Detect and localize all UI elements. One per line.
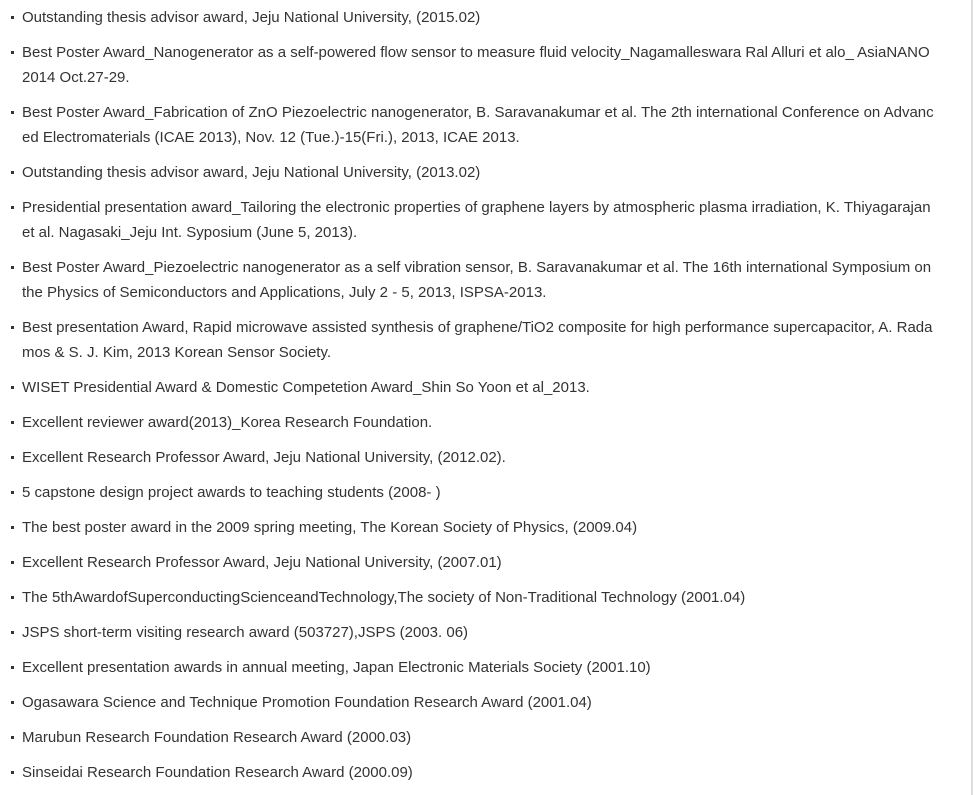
award-item bbox=[0, 515, 935, 540]
bullet-icon bbox=[11, 701, 14, 704]
bullet-icon bbox=[11, 421, 14, 424]
bullet-icon bbox=[11, 386, 14, 389]
award-item bbox=[0, 100, 935, 150]
award-text: Ogasawara Science and Technique Promotion Foundation Research Award (2001.04) bbox=[22, 694, 592, 711]
award-text: The best poster award in the 2009 spring meeting, The Korean Society of Physics, (2009.04) bbox=[22, 519, 638, 536]
award-text: Excellent presentation awards in annual meeting, Japan Electronic Materials Society (2001.10) bbox=[22, 659, 651, 676]
bullet-icon bbox=[11, 326, 14, 329]
award-text: JSPS short-term visiting research award (503727),JSPS (2003. 06) bbox=[22, 624, 469, 641]
award-text: Presidential presentation award_Tailoring the electronic properties of graphene layers by atmospheric plasma irradiation, K. Thiyagarajan et al. Nagasaki_Jeju Int. Syposium (June 5, 2013). bbox=[22, 199, 931, 241]
award-item bbox=[0, 690, 935, 715]
award-item bbox=[0, 195, 935, 245]
bullet-icon bbox=[11, 171, 14, 174]
bullet-icon bbox=[11, 491, 14, 494]
bullet-icon bbox=[11, 596, 14, 599]
award-item bbox=[0, 315, 935, 365]
bullet-icon bbox=[11, 16, 14, 19]
bullet-icon bbox=[11, 51, 14, 54]
award-text: Excellent Research Professor Award, Jeju National University, (2007.01) bbox=[22, 554, 502, 571]
award-item bbox=[0, 550, 935, 575]
award-text: Best Poster Award_Nanogenerator as a self-powered flow sensor to measure fluid velocity_Nagamalleswara Ral Alluri et alo_ AsiaNANO 2014 Oct.27-29. bbox=[22, 44, 930, 86]
award-item bbox=[0, 255, 935, 305]
award-text: Best Poster Award_Fabrication of ZnO Piezoelectric nanogenerator, B. Saravanakumar et al. The 2th international Conference on Advanced Electromaterials (ICAE 2013), Nov. 12 (Tue.)-15(Fri.), 2013, ICAE 2013. bbox=[22, 104, 934, 146]
bullet-icon bbox=[11, 561, 14, 564]
award-item bbox=[0, 40, 935, 90]
award-text: Outstanding thesis advisor award, Jeju National University, (2013.02) bbox=[22, 164, 481, 181]
award-text: WISET Presidential Award & Domestic Competetion Award_Shin So Yoon et al_2013. bbox=[22, 379, 590, 396]
award-item bbox=[0, 160, 935, 185]
award-text: Marubun Research Foundation Research Award (2000.03) bbox=[22, 729, 412, 746]
award-text: Outstanding thesis advisor award, Jeju National University, (2015.02) bbox=[22, 9, 481, 26]
bullet-icon bbox=[11, 631, 14, 634]
award-text: Sinseidai Research Foundation Research Award (2000.09) bbox=[22, 764, 413, 781]
bullet-icon bbox=[11, 526, 14, 529]
bullet-icon bbox=[11, 456, 14, 459]
award-text: The 5thAwardofSuperconductingScienceandTechnology,The society of Non-Traditional Technology (2001.04) bbox=[22, 589, 746, 606]
bullet-icon bbox=[11, 666, 14, 669]
bullet-icon bbox=[11, 736, 14, 739]
award-item bbox=[0, 5, 935, 30]
award-item bbox=[0, 480, 935, 505]
award-item bbox=[0, 620, 935, 645]
award-text: 5 capstone design project awards to teaching students (2008- ) bbox=[22, 484, 441, 501]
bullet-icon bbox=[11, 206, 14, 209]
award-item bbox=[0, 445, 935, 470]
award-item bbox=[0, 585, 935, 610]
award-text: Excellent Research Professor Award, Jeju National University, (2012.02). bbox=[22, 449, 506, 466]
award-item bbox=[0, 760, 935, 785]
award-text: Best Poster Award_Piezoelectric nanogenerator as a self vibration sensor, B. Saravanakumar et al. The 16th international Symposium on the Physics of Semiconductors and Applications, July 2 - 5, 2013, ISPSA-2013. bbox=[22, 259, 932, 301]
bullet-icon bbox=[11, 771, 14, 774]
bullet-icon bbox=[11, 266, 14, 269]
award-item bbox=[0, 375, 935, 400]
award-text: Best presentation Award, Rapid microwave assisted synthesis of graphene/TiO2 composite for high performance supercapacitor, A. Radamos & S. J. Kim, 2013 Korean Sensor Society. bbox=[22, 319, 933, 361]
award-item bbox=[0, 655, 935, 680]
award-text: Excellent reviewer award(2013)_Korea Research Foundation. bbox=[22, 414, 433, 431]
award-item bbox=[0, 410, 935, 435]
award-item bbox=[0, 725, 935, 750]
bullet-icon bbox=[11, 111, 14, 114]
